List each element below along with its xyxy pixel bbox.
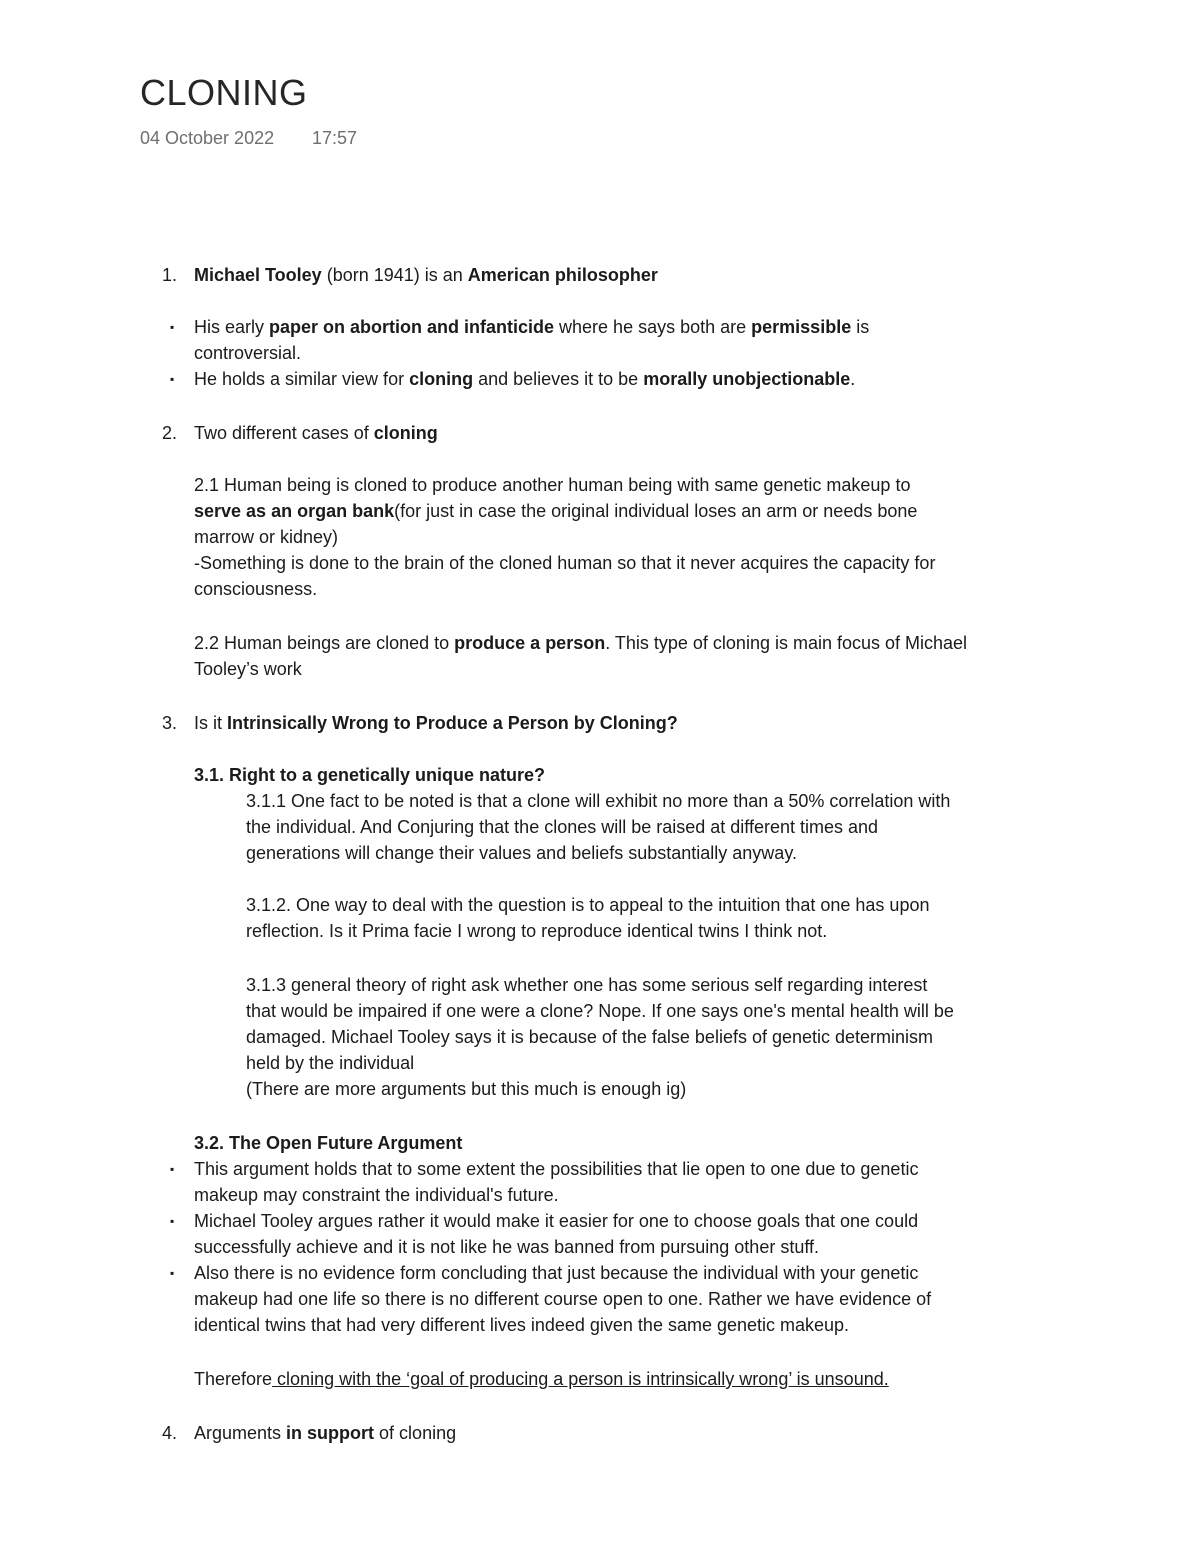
bullet-3-2-2-line: successfully achieve and it is not like he was banned from pursuing other stuff. (194, 1237, 820, 1257)
bullet-3-2-3-line: Also there is no evidence form concluding that just because the individual with your genetic (194, 1263, 919, 1283)
page-title: CLONING (140, 72, 308, 113)
bullet-3-2-2-line: Michael Tooley argues rather it would make it easier for one to choose goals that one could (194, 1211, 919, 1231)
paragraph-2-2-line: Tooley’s work (194, 659, 302, 679)
section-2-heading: Two different cases of cloning (194, 423, 438, 443)
bullet-icon: ▪ (170, 372, 175, 386)
bullet-3-2-3-line: identical twins that had very different lives indeed given the same genetic makeup. (194, 1315, 850, 1335)
paragraph-3-1-3-line: damaged. Michael Tooley says it is because of the false beliefs of genetic determinism (246, 1027, 934, 1047)
paragraph-2-1-line: marrow or kidney) (194, 527, 339, 547)
section-1-bullet-2: He holds a similar view for cloning and believes it to be morally unobjectionable. (194, 369, 856, 389)
paragraph-3-1-3-line: that would be impaired if one were a clone? Nope. If one says one's mental health will be (246, 1001, 954, 1021)
paragraph-3-1-2-line: 3.1.2. One way to deal with the question is to appeal to the intuition that one has upon (246, 895, 930, 915)
bullet-icon: ▪ (170, 1266, 175, 1280)
conclusion-line: Therefore cloning with the ‘goal of producing a person is intrinsically wrong’ is unsound. (194, 1369, 889, 1389)
bullet-icon: ▪ (170, 320, 175, 334)
paragraph-3-1-1-line: the individual. And Conjuring that the clones will be raised at different times and (246, 817, 879, 837)
paragraph-3-1-1-line: generations will change their values and beliefs substantially anyway. (246, 843, 797, 863)
subheading-3-2: 3.2. The Open Future Argument (194, 1133, 463, 1153)
section-1-heading: Michael Tooley (born 1941) is an American philosopher (194, 265, 658, 285)
bullet-icon: ▪ (170, 1214, 175, 1228)
bullet-3-2-3-line: makeup had one life so there is no different course open to one. Rather we have evidence of (194, 1289, 932, 1309)
list-number-1: 1. (162, 265, 178, 285)
section-1-bullet-1-cont: controversial. (194, 343, 302, 363)
section-4-heading: Arguments in support of cloning (194, 1423, 457, 1443)
paragraph-3-1-3-line: held by the individual (246, 1053, 415, 1073)
paragraph-2-1-line: 2.1 Human being is cloned to produce another human being with same genetic makeup to (194, 475, 911, 495)
section-1-bullet-1: His early paper on abortion and infanticide where he says both are permissible is (194, 317, 870, 337)
list-number-3: 3. (162, 713, 178, 733)
list-number-2: 2. (162, 423, 178, 443)
page-time: 17:57 (312, 128, 358, 148)
subheading-3-1: 3.1. Right to a genetically unique nature? (194, 765, 546, 785)
paragraph-3-1-1-line: 3.1.1 One fact to be noted is that a clone will exhibit no more than a 50% correlation with (246, 791, 951, 811)
section-3-heading: Is it Intrinsically Wrong to Produce a Person by Cloning? (194, 713, 678, 733)
paragraph-2-2-line: 2.2 Human beings are cloned to produce a person. This type of cloning is main focus of Michael (194, 633, 968, 653)
list-number-4: 4. (162, 1423, 178, 1443)
paragraph-3-1-3-line: 3.1.3 general theory of right ask whether one has some serious self regarding interest (246, 975, 928, 995)
bullet-3-2-1-line: makeup may constraint the individual's future. (194, 1185, 559, 1205)
paragraph-2-1-line: -Something is done to the brain of the cloned human so that it never acquires the capacity for (194, 553, 936, 573)
paragraph-3-1-2-line: reflection. Is it Prima facie I wrong to reproduce identical twins I think not. (246, 921, 828, 941)
paragraph-2-1-line: serve as an organ bank(for just in case the original individual loses an arm or needs bone (194, 501, 918, 521)
bullet-3-2-1-line: This argument holds that to some extent the possibilities that lie open to one due to genetic (194, 1159, 919, 1179)
paragraph-2-1-line: consciousness. (194, 579, 318, 599)
page-date: 04 October 2022 (140, 128, 275, 148)
bullet-icon: ▪ (170, 1162, 175, 1176)
paragraph-3-1-3-line: (There are more arguments but this much is enough ig) (246, 1079, 687, 1099)
